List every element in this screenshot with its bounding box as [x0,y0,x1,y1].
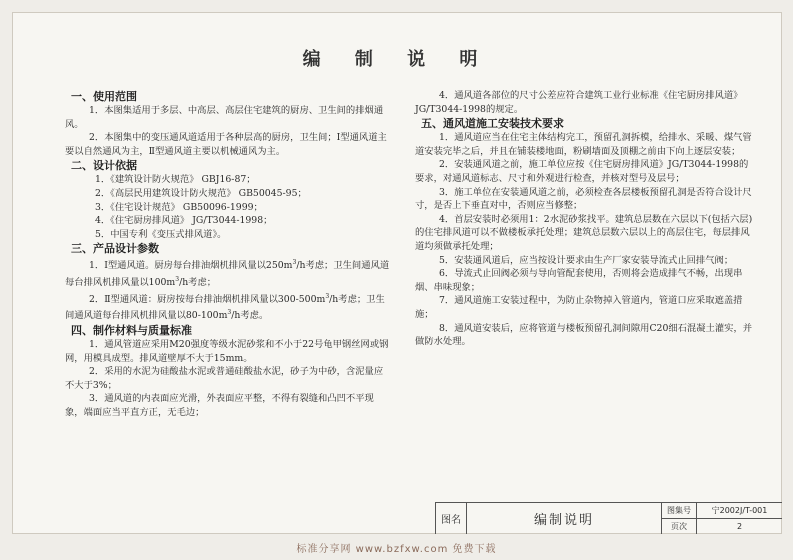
list-item: 5．中国专利《变压式排风道》。 [95,228,227,240]
paragraph: 1．通风管道应采用M20强度等级水泥砂浆和不小于22号龟甲钢丝网或钢网，用模具成型。排风道壁厚不大于15mm。 [65,339,389,364]
right-column [415,89,755,349]
list-item: 3．《住宅设计规范》 GB50096-1999； [95,201,263,213]
list-item: 3．施工单位在安装通风道之前，必须检查各层楼板预留孔洞是否符合设计尺寸，是否上下垂直对中，否则应当修整； [415,186,752,212]
watermark-footer: 标准分享网 www.bzfxw.com 免费下载 [296,544,497,555]
paragraph: 2．本图集中的变压通风道适用于各种层高的厨房，卫生间；Ⅰ型通风道主要以自然通风为主，Ⅱ型通风道主要以机械通风为主。 [65,132,387,157]
section-heading: 二、设计依据 [71,159,137,173]
list-item: 8．通风道安装后，应将管道与楼板预留孔洞间隙用C20细石混凝土灌实，并做防水处理。 [415,322,753,348]
page-number-label: 页次 [662,519,697,534]
list-item: 5．安装通风道后，应当按设计要求由生产厂家安装导流式止回排气阀； [439,254,734,266]
page-title: 编 制 说 明 [302,49,492,70]
title-block-label: 图名 [436,503,467,534]
page-number-row [662,519,782,534]
paragraph: 1．Ⅰ型通风道。厨房每台排油烟机排风量以$250m^3/h$考虑；卫生间通风道每台排风机排风量以$100m^3/h$考虑； [65,259,390,289]
left-column [65,89,391,420]
paragraph: 2．Ⅱ型通风道：厨房按每台排油烟机排风量以$300-500m^3/h$考虑；卫生间通风道每台排风机排风量以$80-100m^3/h$考虑。 [65,292,385,322]
list-item: 6．导流式止回阀必须与导向管配套使用，否则将会造成排气不畅，出现串烟、串味现象； [415,268,743,293]
page-number-value: 2 [736,522,743,531]
section-heading: 一、使用范围 [71,90,137,103]
title-block-meta [662,503,782,534]
section-heading: 三、产品设计参数 [71,242,159,256]
list-item: 2．《高层民用建筑设计防火规范》 GB50045-95； [95,187,307,199]
paragraph: 4．通风道各部位的尺寸公差应符合建筑工业行业标准《住宅厨房排风道》JG/T3044-1998的规定。 [415,90,743,115]
atlas-number-label: 图集号 [662,503,697,518]
list-item: 7．通风道施工安装过程中，为防止杂物掉入管道内，管道口应采取遮盖措施； [415,295,743,320]
section-heading: 四、制作材料与质量标准 [71,324,192,338]
atlas-number-row [662,503,782,519]
document-sheet [12,12,782,534]
paragraph: 3．通风道的内表面应光滑，外表面应平整，不得有裂缝和凸凹不平现象，端面应当平直方正，无毛边； [65,393,374,419]
atlas-number-value: 宁2002J/T-001 [711,506,768,515]
list-item: 4．《住宅厨房排风道》 JG/T3044-1998； [95,215,273,227]
paragraph: 1．本图集适用于多层、中高层、高层住宅建筑的厨房、卫生间的排烟通风。 [65,105,384,130]
list-item: 4．首层安装时必须用1：2水泥砂浆找平。建筑总层数在六层以下(包括六层)的住宅排风道可以不做楼板承托处理；建筑总层数六层以上的高层住宅，每层排风道均须做承托处理； [415,213,753,252]
paragraph: 2．采用的水泥为硅酸盐水泥或普通硅酸盐水泥，砂子为中砂，含泥量应不大于3%； [65,366,384,391]
list-item: 1．通风道应当在住宅主体结构完工，预留孔洞拆模，给排水、采暖、煤气管道安装完毕之后，并且在铺装楼地面，粉刷墙面及顶棚之前由下向上逐层安装； [415,132,752,157]
list-item: 2．安装通风道之前，施工单位应按《住宅厨房排风道》JG/T3044-1998的要求，对通风道标志、尺寸和外观进行检查，并核对型号及层号； [415,159,749,184]
section-heading: 五、通风道施工安装技术要求 [421,117,564,131]
title-block [435,502,782,534]
title-block-name: 编制说明 [467,503,662,534]
list-item: 1．《建筑设计防火规范》 GBJ16-87； [95,174,256,186]
